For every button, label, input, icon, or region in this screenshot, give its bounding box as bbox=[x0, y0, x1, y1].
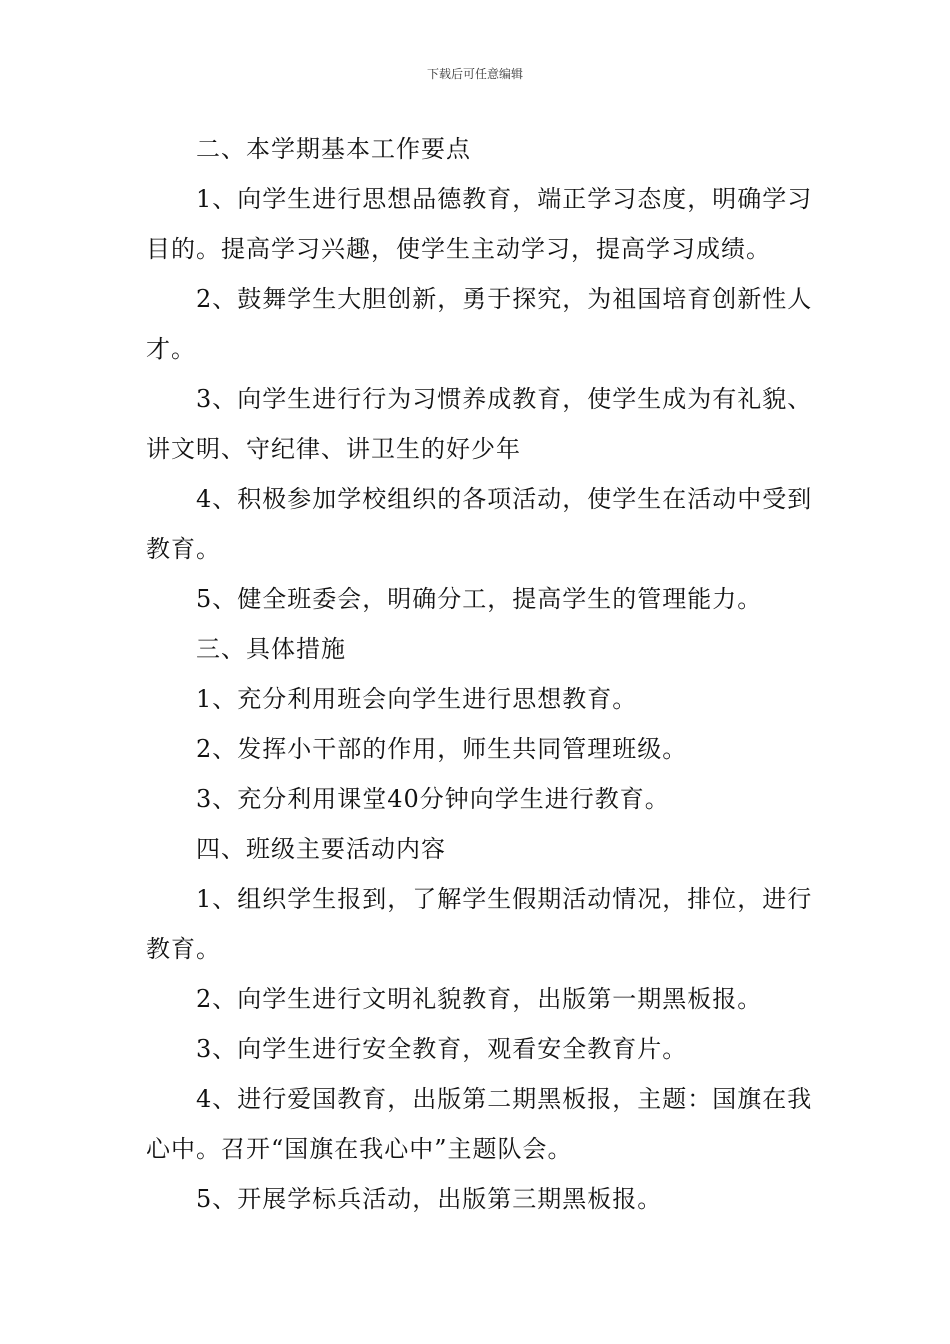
paragraph: 5、开展学标兵活动，出版第三期黑板报。 bbox=[196, 1185, 663, 1213]
paragraph: 3、充分利用课堂40分钟向学生进行教育。 bbox=[196, 785, 670, 813]
section-heading-3: 三、具体措施 bbox=[196, 635, 346, 663]
section-heading-2: 二、本学期基本工作要点 bbox=[196, 135, 471, 163]
paragraph: 1、组织学生报到，了解学生假期活动情况，排位，进行教育。 bbox=[146, 885, 813, 963]
section-heading-4: 四、班级主要活动内容 bbox=[196, 835, 446, 863]
paragraph: 5、健全班委会，明确分工，提高学生的管理能力。 bbox=[196, 585, 763, 613]
paragraph: 3、向学生进行行为习惯养成教育，使学生成为有礼貌、讲文明、守纪律、讲卫生的好少年 bbox=[146, 385, 813, 463]
paragraph: 4、进行爱国教育，出版第二期黑板报，主题：国旗在我心中。召开“国旗在我心中”主题队会。 bbox=[146, 1085, 813, 1163]
paragraph: 3、向学生进行安全教育，观看安全教育片。 bbox=[196, 1035, 688, 1063]
paragraph: 1、向学生进行思想品德教育，端正学习态度，明确学习目的。提高学习兴趣，使学生主动学习，提高学习成绩。 bbox=[146, 185, 813, 263]
paragraph: 1、充分利用班会向学生进行思想教育。 bbox=[196, 685, 638, 713]
page-header: 下载后可任意编辑 bbox=[426, 67, 523, 81]
paragraph: 2、向学生进行文明礼貌教育，出版第一期黑板报。 bbox=[196, 985, 763, 1013]
paragraph: 2、鼓舞学生大胆创新，勇于探究，为祖国培育创新性人才。 bbox=[146, 285, 813, 363]
document-body bbox=[146, 124, 816, 1224]
paragraph: 4、积极参加学校组织的各项活动，使学生在活动中受到教育。 bbox=[146, 485, 813, 563]
paragraph: 2、发挥小干部的作用，师生共同管理班级。 bbox=[196, 735, 688, 763]
